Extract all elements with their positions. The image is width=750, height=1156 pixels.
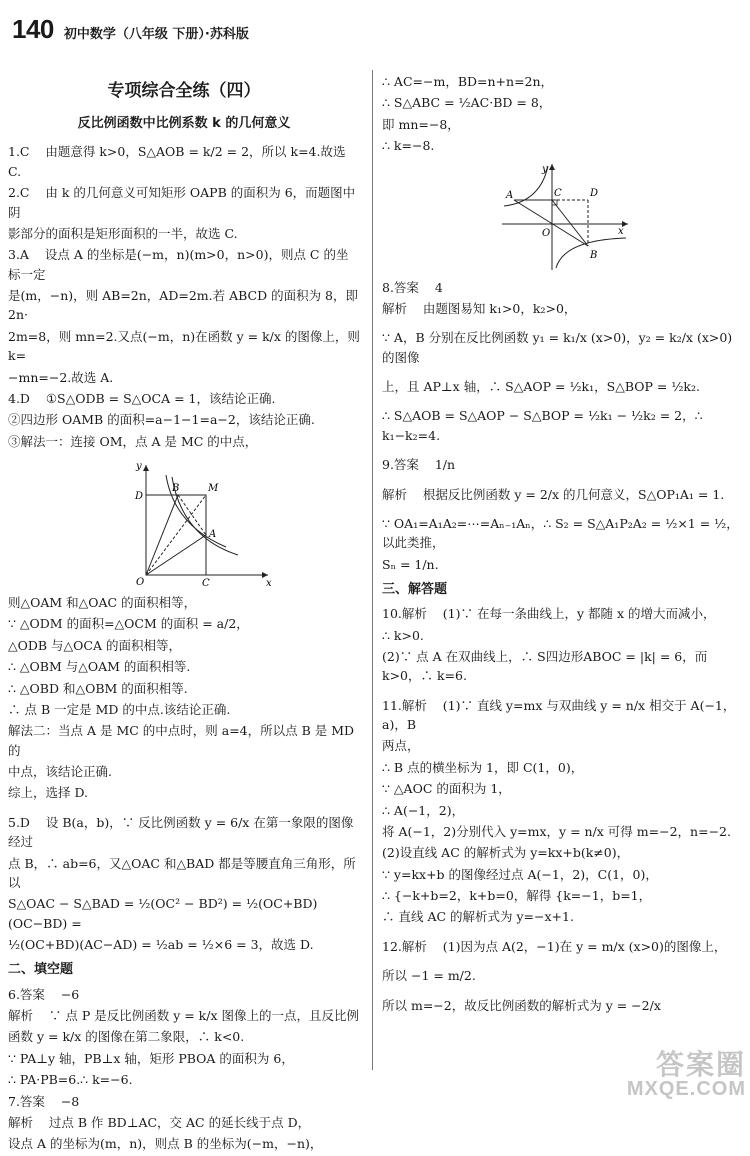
figure-label: x [618, 225, 624, 237]
answer-line: 10.解析 (1)∵ 在每一条曲线上，y 都随 x 的增大而减小， [382, 606, 716, 622]
answer-line: 将 A(−1，2)分别代入 y=mx，y = n/x 可得 m=−2，n=−2. [382, 823, 731, 839]
section-title: 专项综合全练（四） [107, 81, 261, 101]
figure-label: C [554, 187, 562, 199]
answer-line: 12.解析 (1)因为点 A(2，−1)在 y = m/x (x>0)的图像上， [382, 938, 727, 954]
book-title: 初中数学（八年级 下册）·苏科版 [63, 27, 249, 42]
left-column [8, 78, 364, 1156]
answer-line: 解析 ∵ 点 P 是反比例函数 y = k/x 图像上的一点，且反比例 [8, 1008, 359, 1023]
answer-line: ③解法一：连接 OM，点 A 是 MC 的中点， [8, 433, 258, 449]
figure-label: A [506, 189, 514, 201]
answer-line: ∴ k=−8. [382, 138, 435, 154]
answer-line: 影部分的面积是矩形面积的一半，故选 C. [8, 225, 238, 241]
watermark-url: MXQE.COM [626, 1078, 746, 1100]
figure-label: x [266, 578, 272, 588]
answer-line: 函数 y = k/x 的图像在第二象限，∴ k<0. [8, 1029, 245, 1045]
answer-line: ∴ S△ABC = ½AC·BD = 8， [382, 95, 552, 111]
figure-hyperbola-rectangle [126, 457, 276, 587]
answer-line: 所以 −1 = m/2. [382, 968, 476, 984]
answer-line: 2.C 由 k 的几何意义可知矩形 OAPB 的面积为 6，而题图中阴 [8, 185, 356, 220]
page-number: 140 [12, 14, 54, 44]
answer-line: 9.答案 1/n [382, 457, 456, 473]
figure-label: O [136, 577, 145, 588]
answer-line: 11.解析 (1)∵ 直线 y=mx 与双曲线 y = n/x 相交于 A(−1，a)，B [382, 697, 736, 733]
answer-line: 5.D 设 B(a，b)，∵ 反比例函数 y = 6/x 在第一象限的图像经过 [8, 814, 354, 850]
answer-line: ∴ 直线 AC 的解析式为 y=−x+1. [382, 909, 574, 925]
figure-label: A [209, 529, 217, 541]
answer-line: 即 mn=−8， [382, 116, 460, 132]
figure-label: y [542, 163, 548, 175]
figure-label: C [202, 578, 210, 588]
answer-line: S△OAC − S△BAD = ½(OC² − BD²) = ½(OC+BD)(OC−BD) = [8, 896, 318, 931]
figure-hyperbola-triangle [500, 162, 630, 272]
answer-line: △ODB 与△OCA 的面积相等， [8, 637, 181, 653]
figure-label: O [542, 227, 551, 239]
answer-line: ∴ 点 B 一定是 MD 的中点.该结论正确. [8, 701, 231, 717]
answer-line: 则△OAM 和△OAC 的面积相等， [8, 595, 197, 611]
answer-line: ∴ B 点的横坐标为 1，即 C(1，0)， [382, 759, 584, 775]
figure-label: B [590, 249, 598, 261]
answer-line: 6.答案 −6 [8, 986, 80, 1002]
answer-line: (2)∵ 点 A 在双曲线上，∴ S四边形ABOC = |k| = 6，而 k>0，∴ k=6. [382, 648, 712, 684]
answer-line: −mn=−2.故选 A. [8, 369, 114, 385]
section-heading-fill-in: 二、填空题 [8, 962, 74, 978]
answer-line: 解析 由题图易知 k₁>0，k₂>0， [382, 300, 577, 316]
answer-line: 中点，该结论正确. [8, 764, 112, 780]
answer-line: ∵ y=kx+b 的图像经过点 A(−1，2)，C(1，0)， [382, 866, 658, 882]
answer-line: ∴ △OBM 与△OAM 的面积相等. [8, 659, 191, 675]
answer-line: 解析 过点 B 作 BD⊥AC，交 AC 的延长线于点 D， [8, 1114, 311, 1130]
page-header [12, 14, 249, 46]
watermark [627, 1050, 746, 1100]
answer-line: 2m=8，则 mn=2.又点(−m，n)在函数 y = k/x 的图像上，则 k= [8, 328, 364, 364]
outer-hyperbola [172, 477, 238, 555]
answer-line: ∵ △AOC 的面积为 1， [382, 781, 511, 797]
answer-line: ∴ AC=−m，BD=n+n=2n， [382, 74, 554, 89]
answer-line: 3.A 设点 A 的坐标是(−m，n)(m>0，n>0)，则点 C 的坐标一定 [8, 247, 349, 282]
figure-label: y [136, 461, 142, 473]
figure-label: D [135, 491, 144, 503]
answer-line: ∴ {−k+b=2，k+b=0，解得 {k=−1，b=1， [382, 888, 652, 904]
answer-line: 设点 A 的坐标为(m，n)，则点 B 的坐标为(−m，−n)， [8, 1136, 323, 1152]
section-heading-solutions: 三、解答题 [382, 582, 448, 597]
answer-line: Sₙ = 1/n. [382, 556, 439, 572]
column-divider [372, 70, 373, 1070]
answer-line: ∴ PA·PB=6.∴ k=−6. [8, 1072, 133, 1088]
answer-line: ∴ A(−1，2)， [382, 802, 465, 818]
answer-line: 解析 根据反比例函数 y = 2/x 的几何意义，S△OP₁A₁ = 1. [382, 486, 725, 502]
answer-line: 解法二：当点 A 是 MC 的中点时，则 a=4，所以点 B 是 MD 的 [8, 723, 359, 758]
answer-line: 4.D ①S△ODB = S△OCA = 1，该结论正确. [8, 390, 276, 406]
answer-line: 是(m，−n)，则 AB=2n，AD=2m.若 ABCD 的面积为 8，即 2n· [8, 288, 362, 323]
answer-line: ∵ OA₁=A₁A₂=⋯=Aₙ₋₁Aₙ，∴ S₂ = S△A₁P₂A₂ = ½×1 = ½，以此类推， [382, 515, 739, 551]
figure-label: D [590, 187, 599, 199]
answer-line: 两点， [382, 738, 420, 754]
watermark-logo-text: 答案圈 [655, 1048, 746, 1080]
answer-line: ½(OC+BD)(AC−AD) = ½ab = ½×6 = 3，故选 D. [8, 937, 314, 953]
answer-line: 1.C 由题意得 k>0，S△AOB = k/2 = 2，所以 k=4.故选 C. [8, 144, 350, 179]
right-column [382, 70, 744, 1017]
section-subtitle: 反比例函数中比例系数 k 的几何意义 [77, 116, 291, 132]
answer-line: ∴ S△AOB = S△AOP − S△BOP = ½k₁ − ½k₂ = 2，∴ k₁−k₂=4. [382, 408, 707, 443]
figure-label: B [172, 483, 180, 495]
answer-line: (2)设直线 AC 的解析式为 y=kx+b(k≠0)， [382, 845, 630, 861]
answer-line: 综上，选择 D. [8, 785, 89, 801]
answer-line: 上，且 AP⊥x 轴，∴ S△AOP = ½k₁，S△BOP = ½k₂. [382, 379, 700, 394]
figure-label: M [208, 483, 219, 495]
answer-line: ∴ △OBD 和△OBM 的面积相等. [8, 680, 188, 696]
answer-line: 8.答案 4 [382, 279, 443, 295]
answer-line: 7.答案 −8 [8, 1093, 80, 1109]
answer-line: ∴ k>0. [382, 627, 424, 643]
answer-line: 所以 m=−2，故反比例函数的解析式为 y = −2/x [382, 997, 661, 1013]
answer-line: ②四边形 OAMB 的面积=a−1−1=a−2，该结论正确. [8, 412, 315, 428]
answer-line: 点 B，∴ ab=6，又△OAC 和△BAD 都是等腰直角三角形，所以 [8, 855, 356, 890]
answer-line: ∵ △ODM 的面积=△OCM 的面积 = a/2， [8, 616, 249, 632]
answer-line: ∵ A，B 分别在反比例函数 y₁ = k₁/x (x>0)，y₂ = k₂/x (x>0) 的图像 [382, 330, 737, 365]
answer-line: ∵ PA⊥y 轴，PB⊥x 轴，矩形 PBOA 的面积为 6， [8, 1050, 294, 1066]
